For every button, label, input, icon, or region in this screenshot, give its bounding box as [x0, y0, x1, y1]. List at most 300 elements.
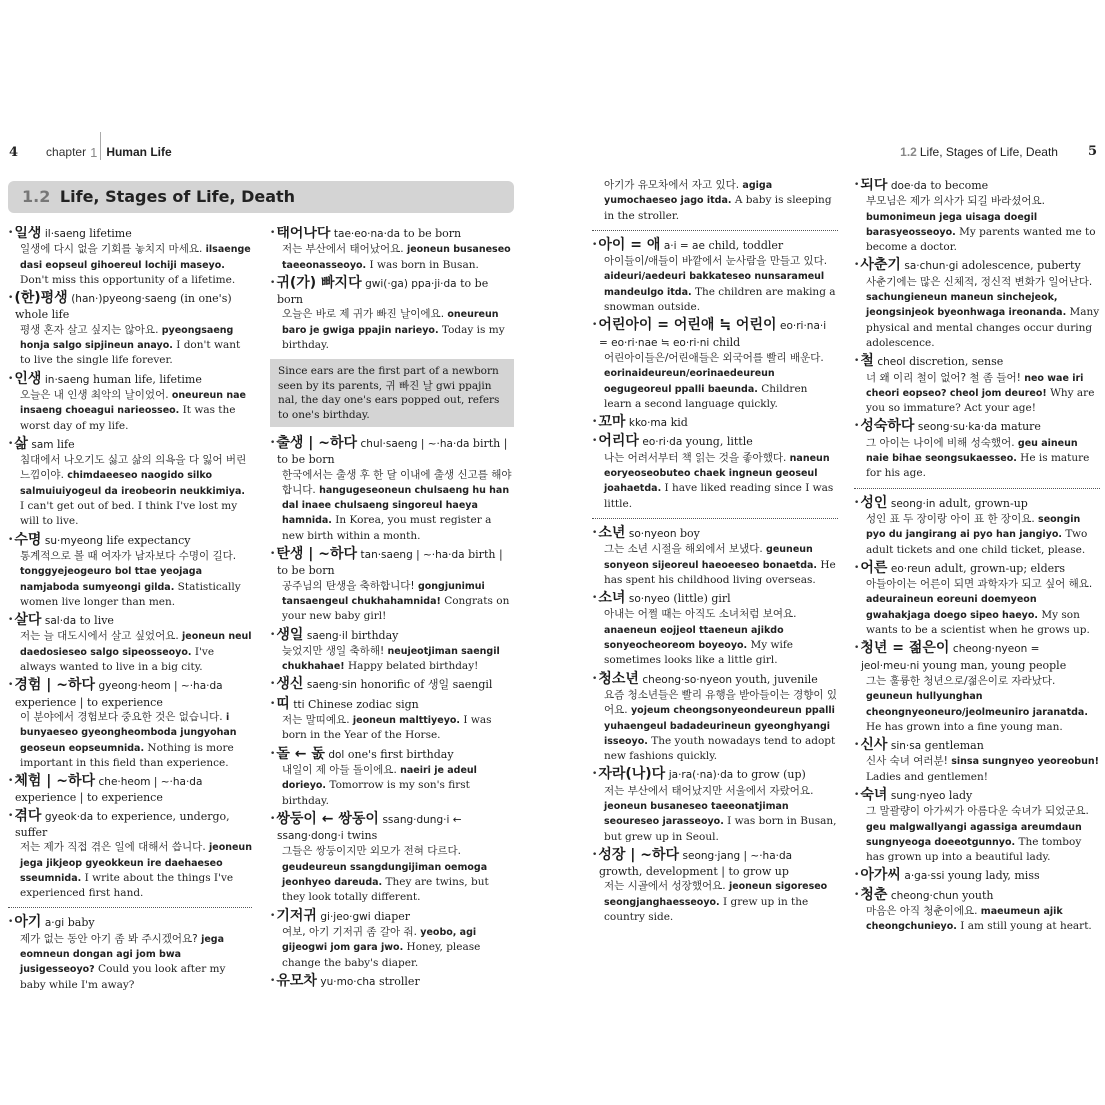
entry-meaning: boy — [680, 526, 700, 540]
entry-headline — [592, 848, 838, 880]
example-translation: Could you look after my baby while I'm away? — [20, 963, 226, 991]
entry-meaning: birth | to be born — [277, 437, 508, 467]
entry-romanization: sam — [31, 438, 54, 451]
entry-headword: 수명 — [14, 531, 42, 548]
example-translation: The youth nowadays tend to adopt new fashions quickly. — [604, 734, 836, 763]
entry-marker-icon: • — [8, 534, 14, 545]
entry-headword: 사춘기 — [860, 257, 901, 274]
entry-headword: 청소년 — [598, 670, 639, 687]
example-romanization: geu malgwallyangi agassiga areumdaun sungnyeoga doeeotgunnyo. — [866, 821, 1082, 848]
example-translation: Many physical and mental changes occur during adolescence. — [866, 306, 1100, 349]
entry-meaning: youth, juvenile — [735, 672, 818, 686]
entry-marker-icon: • — [854, 870, 860, 881]
entry-headword: 띠 — [276, 695, 290, 712]
entry-example — [270, 307, 514, 353]
entry-example — [854, 436, 1100, 482]
entry-example — [592, 451, 838, 512]
entry-romanization: sa·chun·gi — [904, 260, 959, 273]
entry-meaning: experience | to experience — [15, 791, 163, 805]
example-romanization: naeiri je adeul dorieyo. — [282, 764, 477, 792]
example-romanization: chimdaeeseo naogido silko salmuiuiyogeul da ireobeorin neukkimiya. — [20, 470, 245, 497]
entry-marker-icon: • — [270, 698, 276, 709]
banner-number: 1.2 — [22, 187, 51, 206]
entry-marker-icon: • — [270, 228, 276, 238]
entry-romanization: dol — [328, 748, 345, 761]
entry-romanization: kko·ma — [628, 417, 668, 430]
entry-romanization: in·saeng — [44, 373, 90, 386]
entry-marker-icon: • — [270, 629, 276, 640]
example-korean: 통계적으로 볼 때 여자가 남자보다 수명이 길다. — [20, 549, 237, 562]
dictionary-entry — [8, 613, 252, 675]
entry-headline — [854, 258, 1100, 274]
dictionary-entry — [854, 788, 1100, 865]
entry-marker-icon: • — [854, 740, 860, 751]
entry-marker-icon: • — [854, 643, 860, 654]
entry-example — [592, 607, 838, 668]
example-translation: My son wants to be a scientist when he grows up. — [866, 608, 1090, 637]
dictionary-entry — [8, 774, 252, 806]
entry-headline — [854, 419, 1100, 435]
entry-marker-icon: • — [592, 320, 598, 331]
dictionary-entry — [854, 258, 1100, 351]
entry-marker-icon: • — [8, 810, 14, 821]
entry-romanization: gyeok·da — [44, 810, 94, 823]
entry-headword: 어리다 — [598, 433, 639, 450]
example-romanization: jeoneun sigoreseo seongjanghaesseoyo. — [604, 881, 828, 908]
dictionary-entry — [270, 812, 514, 906]
example-korean: 아내는 어쩔 때는 아직도 소녀처럼 보여요. — [604, 608, 797, 621]
example-romanization: jega eomneun dongan agi jom bwa jusigesseoyo? — [20, 933, 225, 976]
entry-romanization: sung·nyeo — [890, 789, 946, 802]
dictionary-entry — [854, 561, 1100, 638]
entry-meaning: birthday — [351, 628, 399, 642]
example-korean: 부모님은 제가 의사가 되길 바라셨어요. — [866, 195, 1045, 208]
entry-meaning: adult, grown-up — [938, 496, 1028, 510]
entry-headword: 성숙하다 — [860, 418, 915, 435]
entry-headword: 성장 | ~하다 — [598, 846, 680, 863]
entry-headline — [270, 547, 514, 579]
entry-example — [8, 840, 252, 901]
dictionary-entry — [8, 437, 252, 530]
entry-marker-icon: • — [592, 436, 598, 447]
example-romanization: neo wae iri cheori eopseo? cheol jom deureo! — [866, 372, 1084, 399]
entry-headword: 탄생 | ~하다 — [276, 546, 358, 563]
entry-meaning: (in one's) whole life — [15, 292, 232, 322]
example-korean: 저는 말띠예요. — [282, 714, 350, 727]
entry-headline — [854, 888, 1100, 904]
entry-romanization: so·nyeon — [628, 527, 677, 540]
entry-meaning: life — [56, 437, 75, 451]
dictionary-entry — [592, 672, 838, 765]
entry-marker-icon: • — [592, 673, 598, 684]
example-romanization: maeumeun ajik cheongchunieyo. — [866, 906, 1063, 933]
example-romanization: seongin pyo du jangirang ai pyo han jangiyo. — [866, 513, 1081, 541]
example-korean: 저는 시골에서 성장했어요. — [604, 880, 726, 893]
entry-romanization: a·i = ae — [663, 239, 705, 252]
entry-example — [8, 388, 252, 434]
entry-group-separator — [592, 518, 838, 519]
entry-meaning: to experience, undergo, suffer — [15, 809, 230, 839]
entry-romanization: ssang·dung·i ← ssang·dong·i — [277, 813, 462, 843]
example-romanization: geuneun sonyeon sijeoreul haeoeeseo bonaetda. — [604, 544, 818, 571]
entry-example — [854, 577, 1100, 638]
entry-marker-icon: • — [8, 438, 14, 449]
entry-example — [8, 629, 252, 675]
entry-headword: 유모차 — [276, 972, 317, 989]
entry-example — [8, 242, 252, 288]
entry-headline — [270, 974, 514, 990]
entry-meaning: young lady, miss — [947, 869, 1040, 883]
example-romanization: jeoneun neul daedosieseo salgo sipeosseoyo. — [20, 631, 252, 658]
entry-headline — [854, 641, 1100, 674]
entry-marker-icon: • — [854, 562, 860, 573]
example-romanization: agiga yumochaeseo jago itda. — [604, 180, 773, 207]
entry-romanization: yu·mo·cha — [320, 975, 376, 988]
entry-romanization: gi·jeo·gwi — [320, 910, 371, 923]
entry-meaning: kid — [670, 416, 688, 430]
example-romanization: geu aineun naie bihae seongsukaesseo. — [866, 437, 1078, 465]
entry-marker-icon: • — [270, 549, 276, 560]
example-romanization: oneureun nae insaeng choeagui narieosseo. — [20, 389, 246, 417]
dictionary-entry — [854, 868, 1100, 884]
entry-meaning: to become — [930, 179, 989, 192]
example-translation: The children are making a snowman outside. — [604, 285, 836, 314]
entry-headline — [592, 767, 838, 783]
example-romanization: naneun eoryeoseobuteo chaek ingneun geoseul joahaetda. — [604, 452, 830, 495]
example-korean: 성인 표 두 장이랑 아이 표 한 장이요. — [866, 512, 1035, 525]
entry-meaning: to live — [79, 614, 114, 628]
entry-marker-icon: • — [592, 239, 598, 250]
entry-example — [854, 904, 1100, 935]
example-translation: Ladies and gentlemen! — [866, 770, 988, 783]
entry-example — [592, 879, 838, 925]
entry-group-separator — [8, 907, 252, 908]
entry-headline — [270, 276, 514, 308]
entry-romanization: seong·in — [890, 497, 936, 510]
example-korean: 신사 숙녀 여러분! — [866, 755, 948, 768]
usage-note: Since ears are the first part of a newborn seen by its parents, 귀 빠진 날 gwi ppajin nal, the day one's ears popped out, refers to one's birthday. — [270, 359, 514, 427]
example-romanization: yeobo, agi gijeogwi jom gara jwo. — [282, 926, 477, 954]
example-korean: 사춘기에는 많은 신체적, 정신적 변화가 일어난다. — [866, 275, 1093, 288]
entry-example — [854, 804, 1100, 865]
entry-example — [270, 242, 514, 273]
example-translation: I can't get out of bed. I think I've lost my will to live. — [20, 500, 238, 528]
entry-marker-icon: • — [270, 277, 276, 288]
dictionary-entry — [270, 747, 514, 809]
entry-headword: 아가씨 — [860, 867, 901, 884]
example-translation: They are twins, but they look totally different. — [282, 876, 489, 904]
entry-meaning: lady — [948, 788, 973, 802]
example-korean: 나는 어려서부터 책 읽는 것을 좋아했다. — [604, 451, 787, 464]
dictionary-entry — [592, 848, 838, 925]
dictionary-entry — [8, 226, 252, 288]
entry-meaning: baby — [67, 916, 95, 930]
entry-headline — [8, 774, 252, 806]
dictionary-entry — [270, 697, 514, 744]
entry-headline — [8, 372, 252, 388]
example-romanization: hangugeseoneun chulsaeng hu han dal inaee chulsaeng singoreul haeya hamnida. — [282, 484, 510, 527]
example-korean: 이 분야에서 경험보다 중요한 것은 없습니다. — [20, 710, 223, 723]
entry-headline — [8, 226, 252, 242]
example-korean: 요즘 청소년들은 빨리 유행을 받아들이는 경향이 있어요. — [604, 688, 838, 717]
entry-romanization: saeng·sin — [306, 679, 357, 692]
entry-headword: 되다 — [860, 178, 888, 193]
example-translation: I am still young at heart. — [960, 920, 1092, 933]
example-translation: Tomorrow is my son's first birthday. — [282, 779, 470, 807]
entry-meaning: youth — [962, 888, 994, 902]
entry-marker-icon: • — [854, 180, 860, 190]
entry-romanization: eo·ri·da — [642, 436, 683, 449]
entry-meaning: discretion, sense — [909, 355, 1004, 369]
entry-headword: 아기 — [14, 914, 42, 931]
entry-marker-icon: • — [270, 813, 276, 824]
example-korean: 마음은 아직 청춘이에요. — [866, 905, 978, 918]
entry-headline — [854, 868, 1100, 884]
entry-headline — [854, 788, 1100, 804]
entry-example — [592, 351, 838, 412]
example-korean: 저는 늘 대도시에서 살고 싶었어요. — [20, 630, 179, 643]
entry-headline — [270, 677, 514, 693]
example-korean: 어린아이들은/어린애들은 외국어를 빨리 배운다. — [604, 351, 824, 364]
entry-headline — [270, 697, 514, 713]
dictionary-entry — [8, 533, 252, 610]
example-translation: He is mature for his age. — [866, 452, 1090, 480]
example-translation: I have liked reading since I was little. — [604, 482, 834, 510]
example-translation: Honey, please change the baby's diaper. — [282, 941, 481, 969]
entry-meaning: one's first birthday — [347, 747, 454, 761]
entry-example — [854, 275, 1100, 351]
example-romanization: neujeotjiman saengil chukhahae! — [282, 645, 500, 673]
dictionary-entry — [270, 909, 514, 971]
example-korean: 저는 부산에서 태어났어요. — [282, 243, 404, 256]
entry-headword: 겪다 — [14, 807, 42, 824]
entry-marker-icon: • — [854, 497, 860, 508]
example-korean: 저는 부산에서 태어났지만 서울에서 자랐어요. — [604, 784, 814, 797]
dictionary-entry — [854, 641, 1100, 735]
entry-meaning: adolescence, puberty — [961, 259, 1081, 273]
dictionary-entry — [854, 496, 1100, 558]
dictionary-entry — [592, 526, 838, 588]
entry-headword: 소녀 — [598, 590, 626, 607]
example-translation: He has grown into a fine young man. — [866, 720, 1063, 733]
entry-romanization: so·nyeo — [628, 593, 670, 606]
example-korean: 평생 혼자 살고 싶지는 않아요. — [20, 323, 159, 336]
entry-example — [8, 453, 252, 529]
entry-marker-icon: • — [592, 849, 598, 860]
entry-headword: 출생 | ~하다 — [276, 435, 358, 451]
entry-headword: 자라(나)다 — [598, 766, 666, 783]
example-translation: I don't want to live the single life forever. — [20, 339, 241, 367]
example-translation: The tomboy has grown up into a beautiful lady. — [866, 835, 1082, 864]
entry-headline — [270, 436, 514, 468]
example-korean: 늦었지만 생일 축하해! — [282, 644, 385, 657]
entry-example — [8, 323, 252, 369]
entry-headline — [8, 437, 252, 453]
entry-meaning: life expectancy — [106, 533, 191, 547]
dictionary-entry — [270, 276, 514, 353]
entry-headword: 꼬마 — [598, 414, 626, 431]
example-translation: My wife sometimes looks like a little girl. — [604, 639, 793, 667]
column-4 — [854, 178, 1100, 978]
entry-meaning: experience | to experience — [15, 695, 163, 709]
entry-headword: (한)평생 — [14, 290, 68, 307]
entry-romanization: seong·su·ka·da — [917, 421, 998, 434]
example-romanization: pyeongsaeng honja salgo sipjineun anayo. — [20, 324, 234, 352]
entry-romanization: (han·)pyeong·saeng — [71, 293, 177, 306]
example-translation: It was the worst day of my life. — [20, 404, 236, 432]
example-romanization: aideuri/aedeuri bakkateseo nunsarameul mandeulgo itda. — [604, 271, 825, 298]
example-translation: Happy belated birthday! — [347, 660, 479, 673]
entry-romanization: che·heom | ~·ha·da — [98, 776, 203, 789]
example-translation: I write about the things I've experienced first hand. — [20, 871, 234, 900]
entry-example — [592, 688, 838, 764]
dictionary-entry — [8, 678, 252, 771]
example-korean: 그 아이는 나이에 비해 성숙했어. — [866, 436, 1015, 449]
entry-headline — [592, 415, 838, 431]
entry-example — [854, 674, 1100, 735]
entry-headline — [854, 354, 1100, 370]
chapter-title: Human Life — [106, 145, 172, 159]
right-page-header — [900, 144, 1097, 159]
entry-marker-icon: • — [8, 615, 14, 626]
entry-headline — [270, 628, 514, 644]
entry-marker-icon: • — [854, 421, 860, 432]
entry-headline — [270, 747, 514, 763]
dictionary-entry — [592, 238, 838, 315]
dictionary-entry — [854, 888, 1100, 935]
entry-romanization: cheong·nyeon = jeol·meu·ni — [861, 643, 1040, 672]
entry-meaning: to be born — [277, 276, 489, 307]
example-korean: 일생에 다시 없을 기회를 놓치지 마세요. — [20, 243, 203, 256]
entry-marker-icon: • — [592, 417, 598, 428]
entry-headword: 태어나다 — [276, 226, 331, 241]
entry-romanization: a·ga·ssi — [904, 870, 945, 883]
dictionary-entry — [8, 291, 252, 368]
example-romanization: eorinaideureun/eorinaedeureun oegugeoreul ppalli baeunda. — [604, 368, 775, 395]
example-translation: Statistically women live longer than men. — [20, 580, 241, 608]
entry-headline — [270, 812, 514, 845]
entry-meaning: honorific of 생일 saengil — [360, 678, 493, 692]
entry-example — [270, 763, 514, 809]
entry-headline — [270, 226, 514, 242]
entry-example — [854, 754, 1100, 785]
entry-headline — [8, 915, 252, 931]
example-translation: He has spent his childhood living overseas. — [604, 558, 836, 586]
example-romanization: geuneun hullyunghan cheongnyeoneuro/jeolmeuniro jaranatda. — [866, 691, 1088, 718]
entry-headword: 청년 = 젊은이 — [860, 640, 950, 657]
entry-romanization: doe·da — [890, 180, 927, 192]
example-romanization: geudeureun ssangdungijiman oemoga jeonhyeo dareuda. — [282, 861, 488, 889]
example-translation: Why are you so immature? Act your age! — [866, 386, 1095, 415]
entry-marker-icon: • — [270, 975, 276, 986]
dictionary-entry — [854, 354, 1100, 416]
entry-example — [592, 784, 838, 845]
entry-example — [592, 254, 838, 315]
entry-meaning: twins — [347, 829, 378, 843]
entry-headline — [592, 591, 838, 607]
example-romanization: ilsaenge dasi eopseul gihoereul lochiji maseyo. — [20, 244, 251, 271]
entry-example — [8, 549, 252, 610]
entry-meaning: young, little — [685, 435, 753, 449]
entry-romanization: il·saeng — [44, 228, 86, 240]
entry-headline — [854, 738, 1100, 754]
example-romanization: adeuraineun eoreuni doemyeon gwahakjaga doego sipeo haeyo. — [866, 594, 1039, 621]
entry-headword: 어른 — [860, 559, 888, 576]
entry-example — [270, 713, 514, 744]
entry-meaning: Chinese zodiac sign — [308, 697, 419, 711]
example-romanization: jeoneun busaneseo taeeonasseoyo. — [282, 244, 511, 271]
entry-romanization: tti — [293, 698, 305, 711]
entry-meaning: diaper — [374, 909, 411, 923]
example-korean: 오늘은 내 인생 최악의 날이었어. — [20, 388, 169, 401]
entry-headword: 아이 = 애 — [598, 236, 661, 253]
entry-headword: 어린아이 = 어린애 ≒ 어린이 — [598, 317, 777, 334]
example-translation: I was born in the Year of the Horse. — [282, 714, 492, 742]
entry-headline — [592, 238, 838, 254]
entry-romanization: cheol — [877, 356, 906, 369]
example-romanization: yojeum cheongsonyeondeureun ppalli yuhaengeul badadeurineun gyeonghyangi isseoyo. — [604, 705, 835, 747]
entry-example — [854, 194, 1100, 255]
entry-headword: 돌 ← 돐 — [276, 745, 325, 762]
entry-headline — [854, 496, 1100, 512]
entry-headline — [8, 809, 252, 841]
entry-headline — [854, 178, 1100, 194]
entry-romanization: eo·reun — [890, 562, 931, 575]
example-translation: Congrats on your new baby girl! — [282, 594, 510, 623]
entry-meaning: adult, grown-up; elders — [934, 561, 1066, 575]
dictionary-entry — [592, 767, 838, 844]
example-korean: 그 말괄량이 아가씨가 아름다운 숙녀가 되었군요. — [866, 805, 1089, 818]
entry-example — [592, 542, 838, 588]
example-korean: 오늘은 바로 제 귀가 빠진 날이에요. — [282, 308, 445, 321]
entry-headword: 생일 — [276, 626, 304, 643]
example-korean: 아들아이는 어른이 되면 과학자가 되고 싶어 해요. — [866, 578, 1093, 591]
entry-headword: 청춘 — [860, 886, 888, 903]
left-page-number: 4 — [9, 144, 19, 160]
example-romanization: sachungieneun maneun sinchejeok, jeongsinjeok byeonhwaga ireonanda. — [866, 292, 1067, 319]
entry-headword: 삶 — [14, 435, 28, 452]
entry-marker-icon: • — [854, 889, 860, 900]
dictionary-entry — [854, 178, 1100, 255]
entry-meaning: to grow (up) — [736, 768, 806, 782]
dictionary-entry — [592, 434, 838, 511]
chapter-number: 1 — [90, 144, 98, 160]
example-translation: In Korea, you must register a new birth within a month. — [282, 514, 492, 542]
section-number: 1.2 — [900, 144, 917, 159]
entry-romanization: cheong·so·nyeon — [642, 673, 732, 686]
dictionary-entry — [854, 738, 1100, 785]
example-translation: I grew up in the country side. — [604, 895, 809, 924]
entry-headline — [270, 909, 514, 925]
entry-headline — [8, 291, 252, 323]
entry-headline — [592, 526, 838, 542]
example-romanization: oneureun baro je gwiga ppajin narieyo. — [282, 309, 499, 336]
entry-marker-icon: • — [854, 260, 860, 271]
section-title: Life, Stages of Life, Death — [919, 144, 1058, 159]
example-korean: 그들은 쌍둥이지만 외모가 전혀 다르다. — [282, 845, 461, 858]
entry-romanization: gyeong·heom | ~·ha·da — [98, 680, 223, 693]
dictionary-entry — [270, 677, 514, 693]
right-page-number: 5 — [1087, 144, 1097, 159]
entry-headline — [8, 678, 252, 710]
dictionary-entry — [270, 974, 514, 990]
example-translation: Today is my birthday. — [282, 323, 505, 352]
example-korean: 그는 소년 시절을 해외에서 보냈다. — [604, 543, 763, 556]
entry-headword: 소년 — [598, 524, 626, 541]
entry-headword: 체험 | ~하다 — [14, 773, 96, 790]
entry-meaning: birth | to be born — [277, 548, 503, 578]
dictionary-entry — [8, 915, 252, 992]
